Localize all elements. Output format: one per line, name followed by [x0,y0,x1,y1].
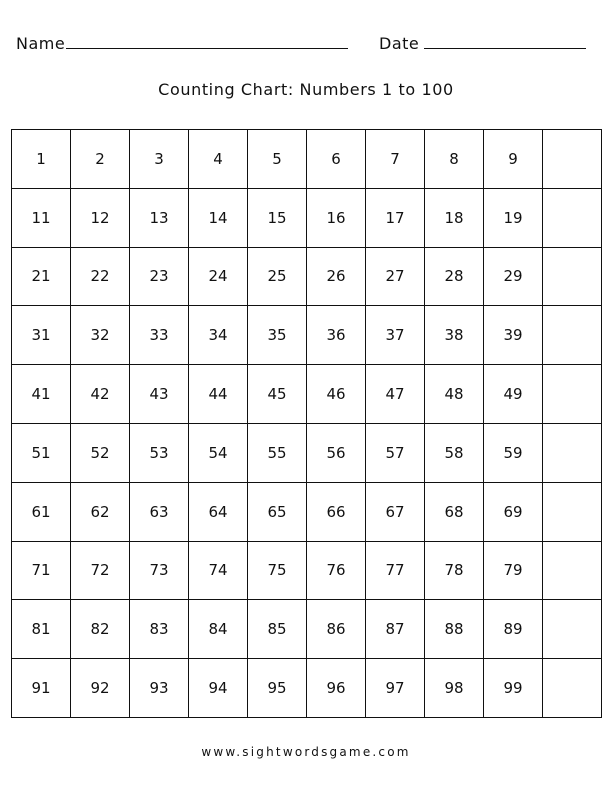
number-cell: 35 [248,306,307,365]
empty-cell [543,306,602,365]
number-cell: 78 [425,542,484,601]
number-cell: 8 [425,130,484,189]
number-cell: 14 [189,189,248,248]
number-cell: 81 [12,600,71,659]
number-cell: 85 [248,600,307,659]
number-cell: 71 [12,542,71,601]
number-cell: 34 [189,306,248,365]
number-cell: 95 [248,659,307,718]
number-cell: 51 [12,424,71,483]
number-cell: 2 [71,130,130,189]
number-cell: 99 [484,659,543,718]
number-cell: 61 [12,483,71,542]
number-cell: 53 [130,424,189,483]
number-cell: 77 [366,542,425,601]
page-title: Counting Chart: Numbers 1 to 100 [158,80,454,99]
counting-grid [11,129,602,718]
number-cell: 15 [248,189,307,248]
number-cell: 38 [425,306,484,365]
number-cell: 58 [425,424,484,483]
empty-cell [543,542,602,601]
number-cell: 56 [307,424,366,483]
number-cell: 93 [130,659,189,718]
number-cell: 23 [130,248,189,307]
number-cell: 13 [130,189,189,248]
number-cell: 27 [366,248,425,307]
number-cell: 45 [248,365,307,424]
number-cell: 12 [71,189,130,248]
number-cell: 22 [71,248,130,307]
empty-cell [543,365,602,424]
number-cell: 76 [307,542,366,601]
number-cell: 96 [307,659,366,718]
number-cell: 17 [366,189,425,248]
number-cell: 37 [366,306,425,365]
number-cell: 32 [71,306,130,365]
number-cell: 62 [71,483,130,542]
number-cell: 18 [425,189,484,248]
number-cell: 55 [248,424,307,483]
empty-cell [543,659,602,718]
number-cell: 94 [189,659,248,718]
number-cell: 91 [12,659,71,718]
number-cell: 44 [189,365,248,424]
number-cell: 73 [130,542,189,601]
number-cell: 28 [425,248,484,307]
number-cell: 57 [366,424,425,483]
number-cell: 88 [425,600,484,659]
number-cell: 68 [425,483,484,542]
number-cell: 64 [189,483,248,542]
number-cell: 63 [130,483,189,542]
number-cell: 31 [12,306,71,365]
number-cell: 46 [307,365,366,424]
number-cell: 79 [484,542,543,601]
number-cell: 82 [71,600,130,659]
number-cell: 87 [366,600,425,659]
empty-cell [543,130,602,189]
number-cell: 29 [484,248,543,307]
number-cell: 92 [71,659,130,718]
number-cell: 6 [307,130,366,189]
number-cell: 19 [484,189,543,248]
number-cell: 42 [71,365,130,424]
name-line[interactable] [66,48,348,49]
empty-cell [543,424,602,483]
number-cell: 9 [484,130,543,189]
empty-cell [543,189,602,248]
name-label: Name [16,34,66,53]
number-cell: 59 [484,424,543,483]
number-cell: 41 [12,365,71,424]
number-cell: 65 [248,483,307,542]
number-cell: 1 [12,130,71,189]
number-cell: 43 [130,365,189,424]
footer-url: www.sightwordsgame.com [201,745,411,759]
number-cell: 16 [307,189,366,248]
number-cell: 72 [71,542,130,601]
number-cell: 4 [189,130,248,189]
number-cell: 67 [366,483,425,542]
number-cell: 5 [248,130,307,189]
number-cell: 98 [425,659,484,718]
number-cell: 89 [484,600,543,659]
number-cell: 24 [189,248,248,307]
empty-cell [543,483,602,542]
number-cell: 33 [130,306,189,365]
number-cell: 54 [189,424,248,483]
number-cell: 75 [248,542,307,601]
number-cell: 52 [71,424,130,483]
number-cell: 25 [248,248,307,307]
number-cell: 39 [484,306,543,365]
number-cell: 11 [12,189,71,248]
number-cell: 21 [12,248,71,307]
number-cell: 48 [425,365,484,424]
date-label: Date [379,34,420,53]
number-cell: 84 [189,600,248,659]
number-cell: 7 [366,130,425,189]
number-cell: 49 [484,365,543,424]
empty-cell [543,248,602,307]
number-cell: 36 [307,306,366,365]
date-line[interactable] [424,48,586,49]
number-cell: 47 [366,365,425,424]
number-cell: 86 [307,600,366,659]
empty-cell [543,600,602,659]
number-cell: 97 [366,659,425,718]
number-cell: 74 [189,542,248,601]
number-cell: 3 [130,130,189,189]
number-cell: 66 [307,483,366,542]
number-cell: 26 [307,248,366,307]
number-cell: 69 [484,483,543,542]
number-cell: 83 [130,600,189,659]
